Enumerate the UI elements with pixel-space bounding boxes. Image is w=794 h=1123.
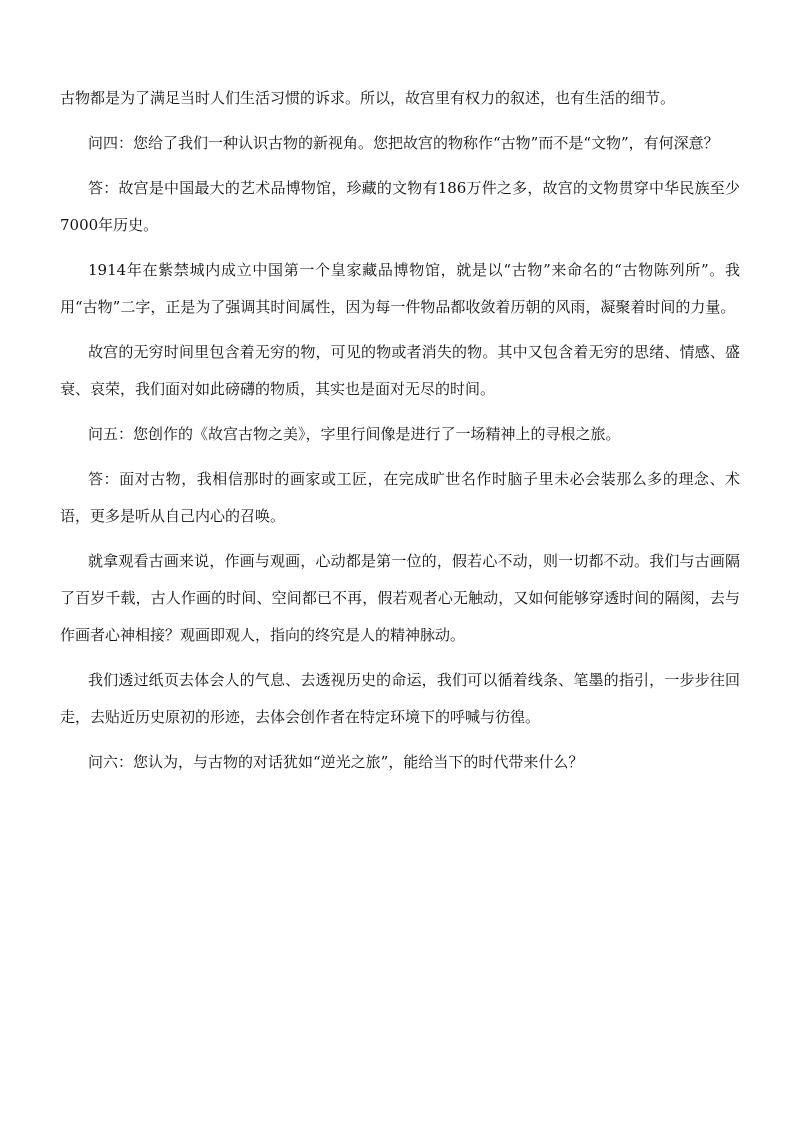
question-five: 问五：您创作的《故宫古物之美》，字里行间像是进行了一场精神上的寻根之旅。 — [88, 425, 621, 443]
answer-five-part-2: 就拿观看古画来说，作画与观画，心动都是第一位的，假若心不动，则一切都不动。我们与古画隔了百岁千载，古人作画的时间、空间都已不再，假若观者心无触动，又如何能够穿透时间的隔阂，去与作画者心神相接？观画即观人，指向的终究是人的精神脉动。 — [60, 552, 740, 644]
question-four: 问四：您给了我们一种认识古物的新视角。您把故宫的物称作“古物”而不是“文物”，有何深意？ — [88, 134, 719, 152]
answer-four-part-1: 答：故宫是中国最大的艺术品博物馆，珍藏的文物有186万件之多，故宫的文物贯穿中华民族至少7000年历史。 — [60, 179, 740, 234]
answer-five-part-3: 我们透过纸页去体会人的气息、去透视历史的命运，我们可以循着线条、笔墨的指引，一步步往回走，去贴近历史原初的形迹，去体会创作者在特定环境下的呼喊与彷徨。 — [60, 671, 740, 726]
paragraph-continuation: 古物都是为了满足当时人们生活习惯的诉求。所以，故宫里有权力的叙述，也有生活的细节。 — [60, 89, 676, 107]
question-six: 问六：您认为，与古物的对话犹如“逆光之旅”，能给当下的时代带来什么？ — [88, 753, 584, 771]
answer-four-part-2: 1914年在紫禁城内成立中国第一个皇家藏品博物馆，就是以“古物”来命名的“古物陈列所”。我用“古物”二字，正是为了强调其时间属性，因为每一件物品都收敛着历朝的风雨，凝聚着时间的力量。 — [60, 261, 740, 316]
answer-five-part-1: 答：面对古物，我相信那时的画家或工匠，在完成旷世名作时脑子里未必会装那么多的理念、术语，更多是听从自己内心的召唤。 — [60, 470, 740, 525]
document-body — [60, 80, 740, 789]
answer-four-part-3: 故宫的无穷时间里包含着无穷的物，可见的物或者消失的物。其中又包含着无穷的思绪、情感、盛衰、哀荣，我们面对如此磅礴的物质，其实也是面对无尽的时间。 — [60, 343, 740, 398]
